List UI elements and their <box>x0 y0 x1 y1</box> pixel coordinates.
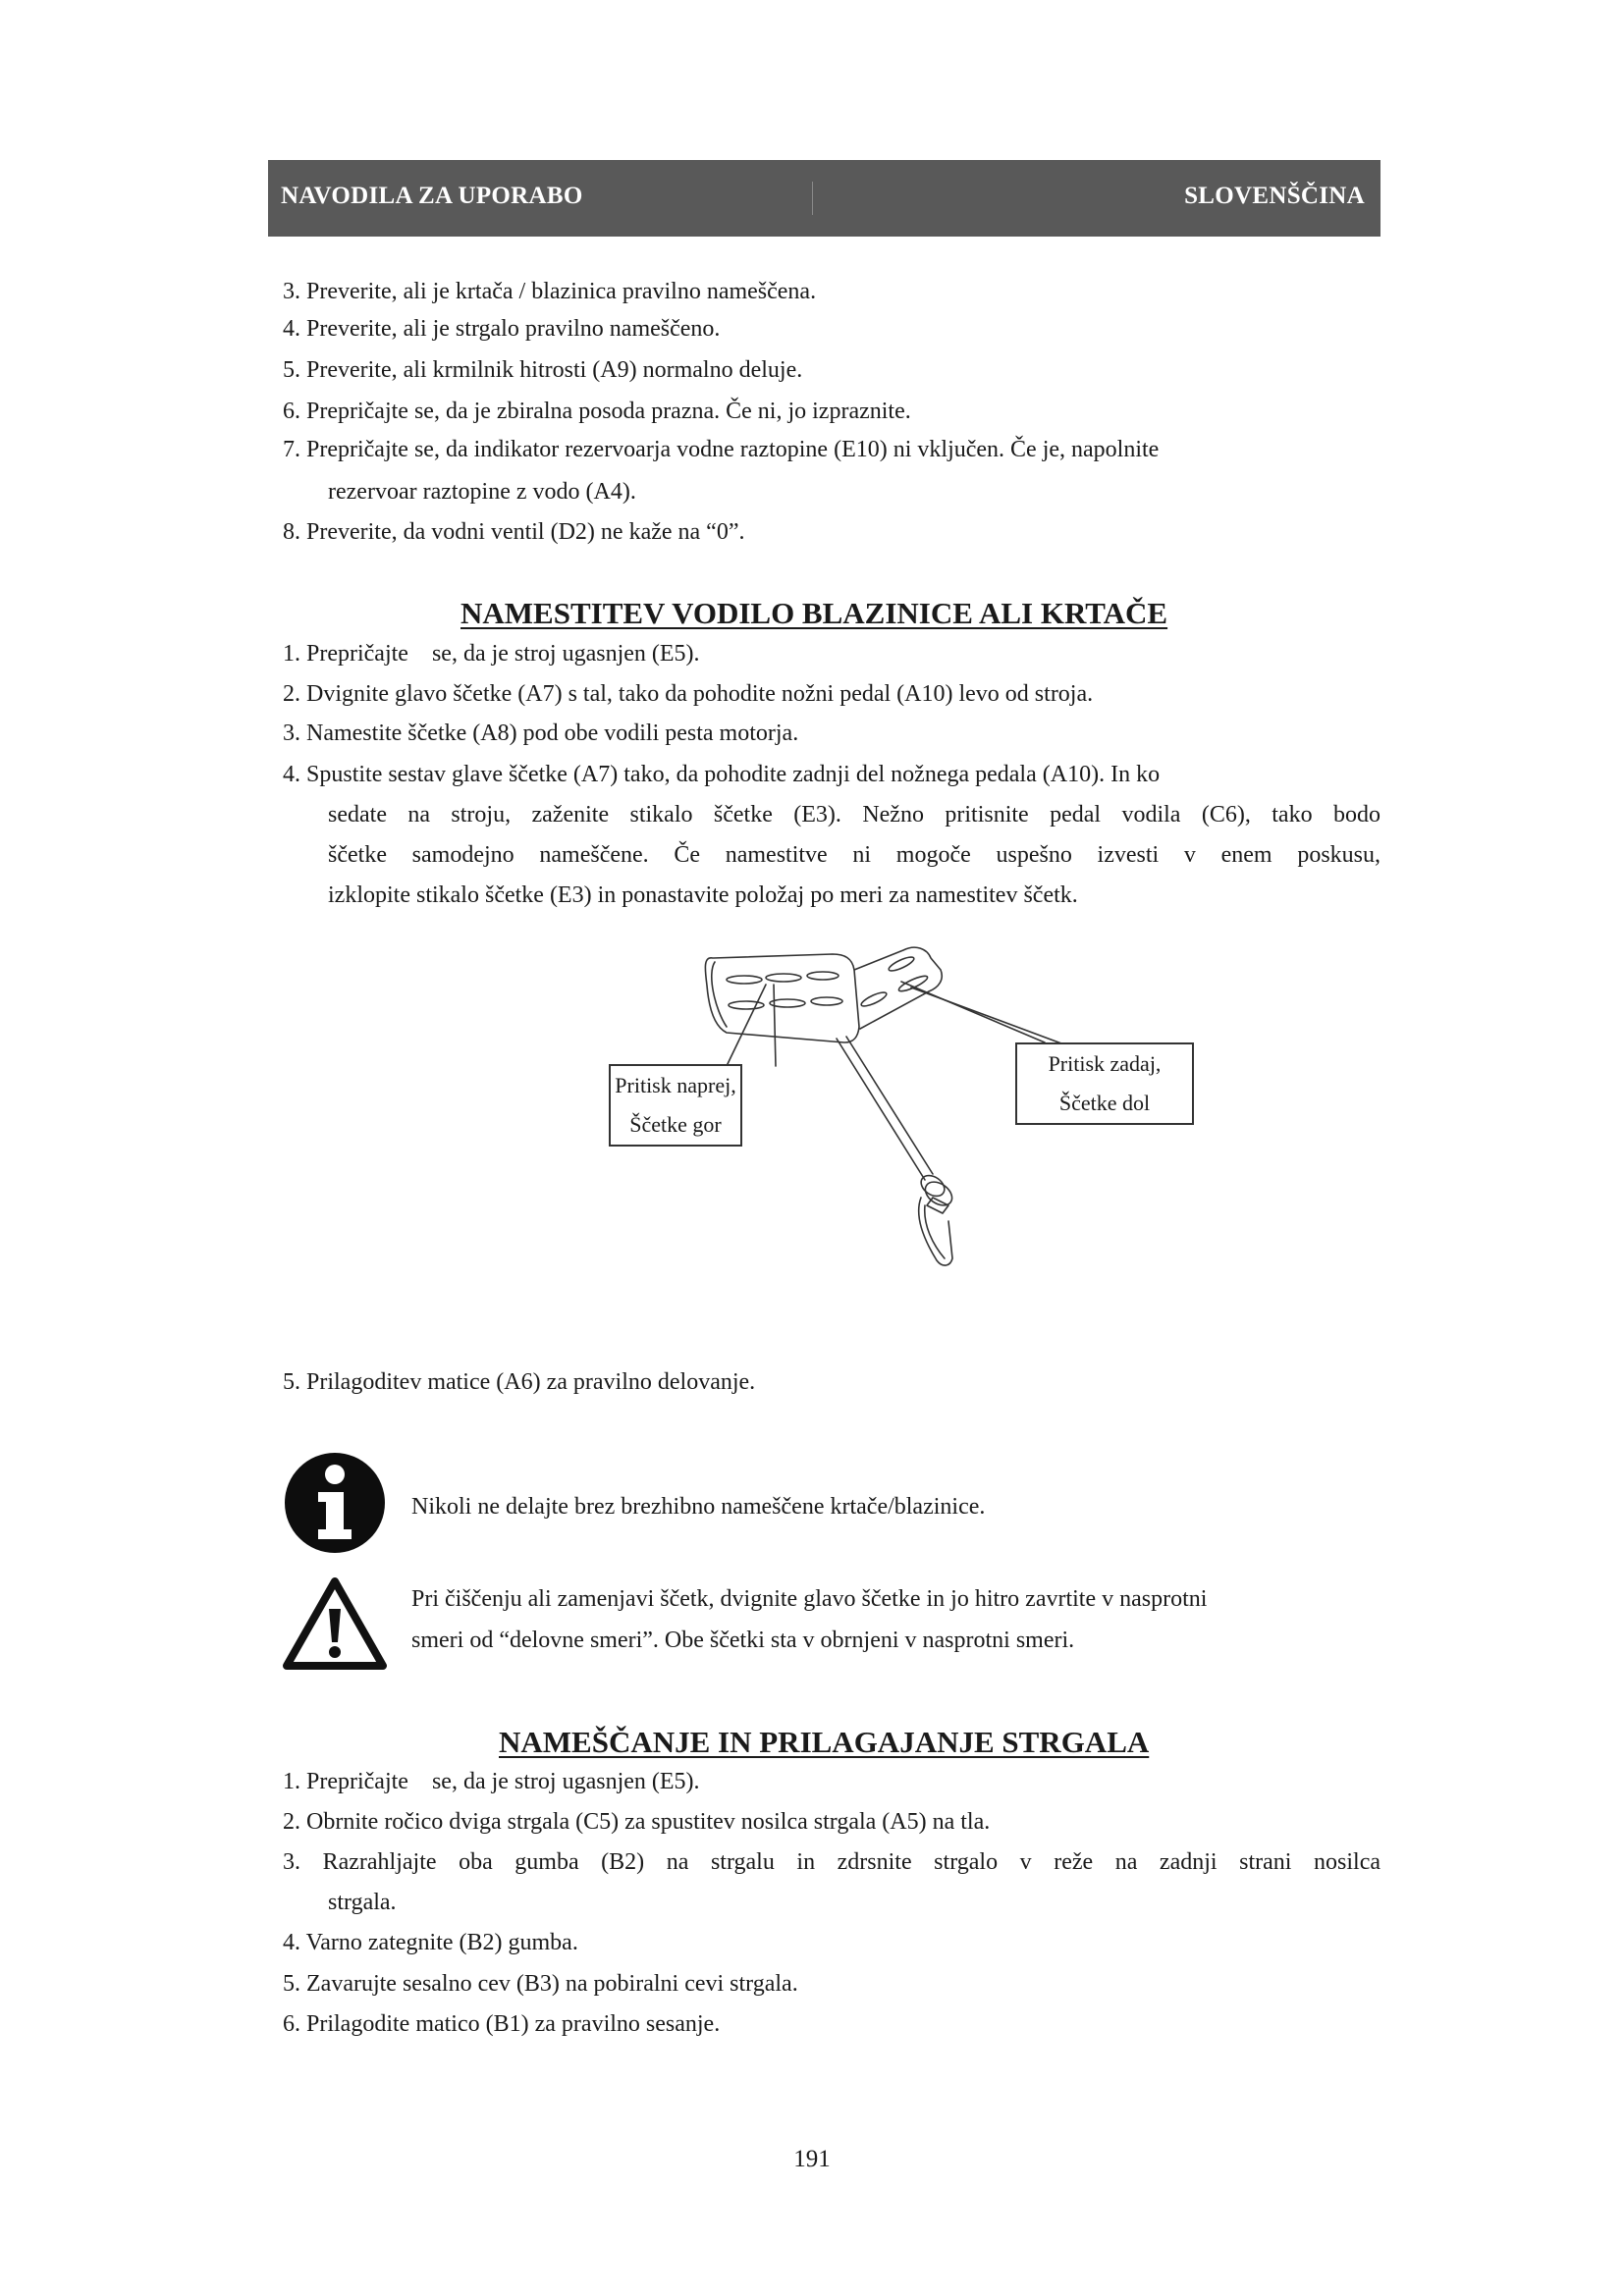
list-item-number: 4. <box>283 762 300 787</box>
info-notice-text: Nikoli ne delajte brez brezhibno nameščene krtače/blazinice. <box>411 1494 986 1520</box>
list-item <box>283 760 1160 789</box>
list-item-number: 2. <box>283 1809 300 1835</box>
list-item-number: 3. <box>283 721 300 746</box>
list-item-number: 5. <box>283 1369 300 1395</box>
list-item-number: 8. <box>283 519 300 545</box>
callout-label: Ščetke gor <box>629 1112 722 1137</box>
list-item-text: Prepričajte se, da je stroj ugasnjen (E5). <box>306 641 700 667</box>
document-header-bar <box>268 160 1380 237</box>
list-item-number: 1. <box>283 641 300 667</box>
list-item <box>283 1928 578 1957</box>
list-item-text: Prepričajte se, da indikator rezervoarja vodne raztopine (E10) ni vključen. Če je, napolnite <box>306 437 1160 462</box>
list-item-text: Namestite ščetke (A8) pod obe vodili pesta motorja. <box>306 721 799 746</box>
list-item-text: Preverite, ali je krtača / blazinica pravilno nameščena. <box>306 279 817 304</box>
list-item-text: Zavarujte sesalno cev (B3) na pobiralni cevi strgala. <box>306 1971 798 1997</box>
list-item-text: Prepričajte se, da je stroj ugasnjen (E5). <box>306 1769 700 1794</box>
list-item <box>283 1807 990 1837</box>
list-item-number: 3. <box>283 1849 300 1875</box>
list-item <box>283 435 1159 464</box>
section-heading-brush-guide: NAMESTITEV VODILO BLAZINICE ALI KRTAČE <box>460 596 1168 630</box>
info-icon <box>283 1451 387 1555</box>
list-item <box>283 639 700 668</box>
list-item-text: Prilagodite matico (B1) za pravilno sesanje. <box>306 2011 721 2037</box>
list-item-number: 5. <box>283 1971 300 1997</box>
list-item <box>283 1767 700 1796</box>
list-item-number: 5. <box>283 357 300 383</box>
page-number: 191 <box>793 2146 831 2172</box>
list-item-number: 3. <box>283 279 300 304</box>
list-item-number: 4. <box>283 1930 300 1955</box>
list-item <box>283 314 720 344</box>
list-item <box>283 719 798 748</box>
list-item-text: Prepričajte se, da je zbiralna posoda prazna. Če ni, jo izpraznite. <box>306 399 911 424</box>
callout-label: Ščetke dol <box>1058 1091 1151 1115</box>
section-heading-squeegee: NAMEŠČANJE IN PRILAGAJANJE STRGALA <box>499 1725 1150 1759</box>
warning-notice-text-line1: Pri čiščenju ali zamenjavi ščetk, dvignite glavo ščetke in jo hitro zavrtite v nasprotni <box>411 1586 1208 1612</box>
list-item-text: Obrnite ročico dviga strgala (C5) za spustitev nosilca strgala (A5) na tla. <box>306 1809 991 1835</box>
list-item <box>283 2009 720 2039</box>
header-title: NAVODILA ZA UPORABO <box>281 183 583 209</box>
header-language: SLOVENŠČINA <box>1184 183 1365 209</box>
list-item <box>283 1969 798 1999</box>
foot-pedal-figure <box>609 940 1210 1304</box>
list-item <box>283 679 1093 709</box>
callout-label: Pritisk naprej, <box>615 1073 736 1097</box>
list-item-number: 7. <box>283 437 300 462</box>
list-item-number: 2. <box>283 681 300 707</box>
list-item-continuation: rezervoar raztopine z vodo (A4). <box>328 479 636 505</box>
list-item <box>283 517 744 547</box>
callout-label: Pritisk zadaj, <box>1048 1051 1162 1076</box>
callout-press-back <box>1015 1042 1194 1125</box>
list-item-text: Varno zategnite (B2) gumba. <box>305 1930 578 1955</box>
list-item-number: 6. <box>283 2011 300 2037</box>
list-item <box>283 355 802 385</box>
list-item-continuation: sedate na stroju, zaženite stikalo ščetke (E3). Nežno pritisnite pedal vodila (C6), tako bodo <box>328 802 1380 828</box>
list-item-number: 6. <box>283 399 300 424</box>
list-item <box>283 397 911 426</box>
warning-notice-text-line2: smeri od “delovne smeri”. Obe ščetki sta v obrnjeni v nasprotni smeri. <box>411 1628 1075 1653</box>
list-item <box>283 1847 1380 1877</box>
list-item-text: Prilagoditev matice (A6) za pravilno delovanje. <box>306 1369 756 1395</box>
list-item <box>283 277 816 306</box>
list-item-text: Preverite, ali je strgalo pravilno nameščeno. <box>306 316 721 342</box>
list-item-text: Razrahljajte oba gumba (B2) na strgalu in zdrsnite strgalo v reže na zadnji strani nosilca <box>322 1849 1381 1875</box>
list-item-text: Preverite, da vodni ventil (D2) ne kaže na “0”. <box>306 519 745 545</box>
list-item-text: Preverite, ali krmilnik hitrosti (A9) normalno deluje. <box>306 357 803 383</box>
list-item-number: 4. <box>283 316 300 342</box>
list-item-text: Dvignite glavo ščetke (A7) s tal, tako da pohodite nožni pedal (A10) levo od stroja. <box>306 681 1094 707</box>
list-item-continuation: ščetke samodejno nameščene. Če namestitve ni mogoče uspešno izvesti v enem poskusu, <box>328 842 1380 868</box>
callout-press-forward <box>609 1064 742 1147</box>
list-item-number: 1. <box>283 1769 300 1794</box>
header-divider <box>812 182 813 215</box>
list-item-continuation: strgala. <box>328 1890 397 1915</box>
list-item-text: Spustite sestav glave ščetke (A7) tako, da pohodite zadnji del nožnega pedala (A10). In ko <box>306 762 1161 787</box>
list-item-continuation: izklopite stikalo ščetke (E3) in ponastavite položaj po meri za namestitev ščetk. <box>328 882 1078 908</box>
list-item <box>283 1367 755 1397</box>
warning-triangle-icon <box>283 1575 387 1672</box>
